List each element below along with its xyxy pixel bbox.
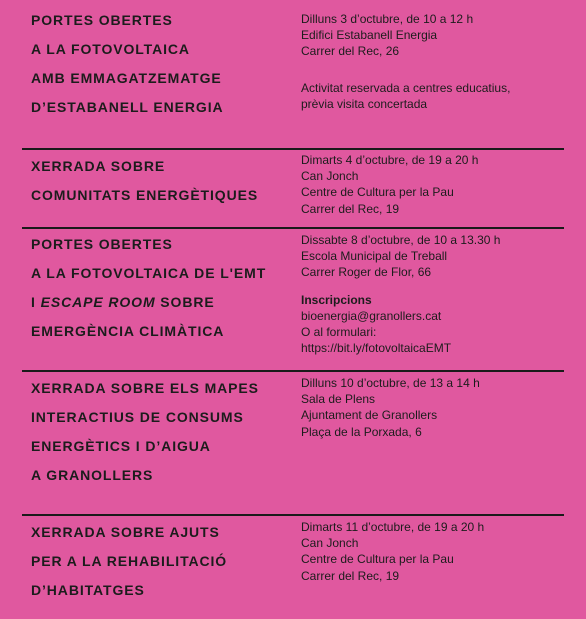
event-title [31,379,259,495]
divider [22,514,564,516]
event-date: Dimarts 11 d’octubre, de 19 a 20 h [301,520,485,534]
event-title [31,157,258,215]
title-line: PER A LA REHABILITACIÓ [31,553,228,569]
event-address: Carrer del Rec, 19 [301,568,400,583]
divider [22,148,564,150]
inscriptions-label: Inscripcions [301,292,372,307]
title-emphasis: ESCAPE ROOM [40,294,156,310]
title-line: AMB EMMAGATZEMATGE [31,70,222,86]
divider [22,370,564,372]
event-title [31,11,224,127]
event-date: Dissabte 8 d’octubre, de 10 a 13.30 h [301,233,501,247]
event-note: Activitat reservada a centres educatius, [301,80,511,95]
title-line: D’ESTABANELL ENERGIA [31,99,224,115]
title-line: XERRADA SOBRE [31,158,166,174]
event-note: prèvia visita concertada [301,96,428,111]
title-line: A LA FOTOVOLTAICA [31,41,190,57]
title-line: A GRANOLLERS [31,467,154,483]
event-address: Plaça de la Porxada, 6 [301,424,422,439]
event-details [301,11,576,112]
event-venue-detail: Centre de Cultura per la Pau [301,552,454,567]
event-venue: Escola Municipal de Treball [301,249,448,264]
inscriptions-form-label: O al formulari: [301,325,377,340]
divider [22,227,564,229]
title-line: PORTES OBERTES [31,12,173,28]
title-line: A LA FOTOVOLTAICA DE L'EMT [31,265,267,281]
title-line: COMUNITATS ENERGÈTIQUES [31,187,259,203]
title-line: INTERACTIUS DE CONSUMS [31,409,244,425]
title-line: PORTES OBERTES [31,236,173,252]
title-line [31,293,266,322]
event-address: Carrer del Rec, 26 [301,44,400,59]
inscriptions-email[interactable]: bioenergia@granollers.cat [301,308,442,323]
event-address: Carrer Roger de Flor, 66 [301,265,432,280]
event-date: Dilluns 3 d’octubre, de 10 a 12 h [301,12,474,26]
event-venue: Can Jonch [301,536,359,551]
event-details [301,152,576,217]
event-details [301,375,576,440]
event-venue: Can Jonch [301,169,359,184]
title-text: SOBRE [155,294,215,310]
inscriptions-link[interactable]: https://bit.ly/fotovoltaicaEMT [301,341,452,356]
event-venue: Edifici Estabanell Energia [301,28,438,43]
event-venue-detail: Ajuntament de Granollers [301,408,438,423]
event-address: Carrer del Rec, 19 [301,201,400,216]
title-line: D’HABITATGES [31,582,145,598]
title-line: EMERGÈNCIA CLIMÀTICA [31,323,225,339]
title-line: XERRADA SOBRE AJUTS [31,524,220,540]
event-title [31,235,266,351]
title-line: ENERGÈTICS I D’AIGUA [31,438,211,454]
event-details [301,519,576,584]
event-venue-detail: Centre de Cultura per la Pau [301,185,454,200]
title-text: I [31,294,41,310]
title-line: XERRADA SOBRE ELS MAPES [31,380,259,396]
event-title [31,523,227,610]
event-date: Dimarts 4 d’octubre, de 19 a 20 h [301,153,479,167]
event-date: Dilluns 10 d’octubre, de 13 a 14 h [301,376,480,390]
event-details [301,232,576,356]
event-venue: Sala de Plens [301,392,376,407]
